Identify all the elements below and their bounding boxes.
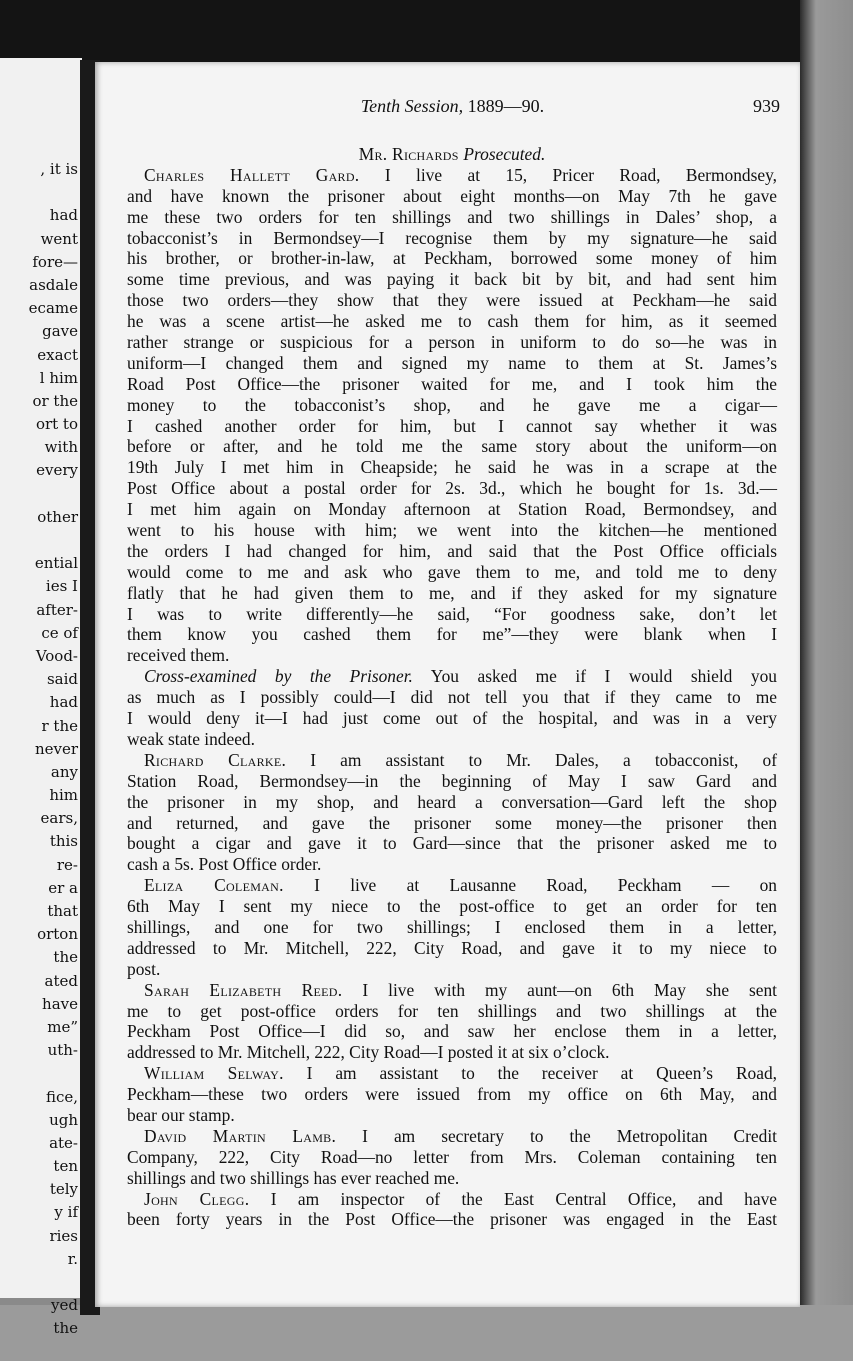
- line-text: shillings and two shillings has ever reached me.: [127, 1167, 460, 1188]
- text-line: [127, 1126, 777, 1147]
- left-page-fragment: r.: [67, 1249, 78, 1268]
- left-page-fragment: ated: [44, 971, 78, 990]
- cross-examination-heading: Cross-examined by the Prisoner.: [144, 666, 413, 687]
- line-text: addressed to Mr. Mitchell, 222, City Road, and gave it to my niece to: [127, 937, 777, 958]
- text-line: [127, 604, 777, 625]
- text-line: [127, 165, 777, 186]
- text-line: [127, 374, 777, 395]
- book-right-edge: [800, 0, 853, 1361]
- line-text: me to get post-office orders for ten shillings and two shillings at the: [127, 1000, 777, 1021]
- line-text: I am inspector of the East Central Office, and have: [249, 1188, 777, 1209]
- line-text: he was a scene artist—he asked me to cash them for him, as it seemed: [127, 311, 777, 332]
- text-line: [127, 186, 777, 207]
- left-page-fragment: r the: [41, 716, 78, 735]
- line-text: and have known the prisoner about eight months—on May 7th he gave: [127, 185, 777, 206]
- text-line: [127, 583, 777, 604]
- body-lines: [127, 165, 777, 1230]
- text-line: [127, 248, 777, 269]
- line-text: I am assistant to the receiver at Queen’s Road,: [283, 1063, 777, 1084]
- line-text: tobacconist’s in Bermondsey—I recognise them by my signature—he said: [127, 227, 777, 248]
- line-text: the prisoner in my shop, and heard a conversation—Gard left the shop: [127, 791, 777, 812]
- text-line: [127, 729, 777, 750]
- text-line: [127, 1001, 777, 1022]
- left-page-fragment: ies I: [45, 577, 78, 596]
- line-text: would come to me and ask who gave them to me, and told me to deny: [127, 561, 777, 582]
- left-page-fragment: [29, 181, 78, 204]
- text-line: [127, 1084, 777, 1105]
- line-text: Peckham—these two orders were issued from my office on 6th May, and: [127, 1084, 777, 1105]
- line-text: I cashed another order for him, but I cannot say whether it was: [127, 415, 777, 436]
- left-page-fragment: ten: [53, 1157, 78, 1176]
- text-line: [127, 541, 777, 562]
- text-line: [127, 1168, 777, 1189]
- left-page-fragment: ort to: [35, 415, 78, 434]
- text-line: [127, 478, 777, 499]
- line-text: I am assistant to Mr. Dales, a tobacconist, of: [286, 749, 777, 770]
- text-line: [127, 896, 777, 917]
- left-page-fragment: fice,: [45, 1087, 78, 1106]
- left-page-fragment: re-: [56, 855, 78, 874]
- left-page-fragment: orton: [37, 925, 78, 944]
- line-text: me these two orders for ten shillings and two shillings in Dales’ shop, a: [127, 206, 777, 227]
- left-page-fragment: went: [40, 229, 78, 248]
- witness-name: David Martin Lamb.: [144, 1125, 337, 1146]
- text-line: [127, 353, 777, 374]
- text-line: [127, 959, 777, 980]
- text-line: [127, 666, 777, 687]
- left-page-fragment: ce of: [41, 623, 78, 642]
- line-text: them know you cashed them for me”—they were blank when I: [127, 624, 777, 645]
- text-line: [127, 332, 777, 353]
- left-page-fragment: er a: [48, 878, 78, 897]
- left-page-fragment: this: [49, 832, 78, 851]
- text-line: [127, 1021, 777, 1042]
- line-text: post.: [127, 958, 161, 979]
- left-page-fragment: exact: [37, 345, 78, 364]
- line-text: Company, 222, City Road—no letter from Mrs. Coleman containing ten: [127, 1146, 777, 1167]
- left-page-fragment: other: [37, 507, 78, 526]
- left-page-fragment: me”: [47, 1017, 78, 1036]
- section-heading: [127, 144, 777, 165]
- line-text: 19th July I met him in Cheapside; he said he was in a scrape at the: [127, 457, 777, 478]
- line-text: his brother, or brother-in-law, at Peckham, borrowed some money of him: [127, 248, 777, 269]
- page-number: 939: [753, 96, 780, 116]
- text-line: [127, 311, 777, 332]
- text-line: [127, 687, 777, 708]
- text-line: [127, 269, 777, 290]
- scanner-top-edge: [0, 0, 853, 70]
- line-text: cash a 5s. Post Office order.: [127, 854, 322, 875]
- left-page-fragment: ries: [49, 1226, 78, 1245]
- line-text: those two orders—they show that they were issued at Peckham—he said: [127, 290, 777, 311]
- text-block: [127, 144, 777, 1230]
- text-line: [127, 875, 777, 896]
- section-heading-prefix: Mr. Richards: [358, 144, 464, 164]
- left-page-fragment: with: [44, 438, 78, 457]
- text-line: [127, 771, 777, 792]
- running-title: [125, 96, 780, 117]
- line-text: and returned, and gave the prisoner some money—the prisoner then: [127, 812, 777, 833]
- line-text: weak state indeed.: [127, 728, 255, 749]
- text-line: [127, 520, 777, 541]
- text-line: [127, 1042, 777, 1063]
- text-line: [127, 1189, 777, 1210]
- left-page-fragment: any: [50, 762, 78, 781]
- left-page-fragment: asdale: [29, 275, 78, 294]
- line-text: 6th May I sent my niece to the post-office to get an order for ten: [127, 896, 777, 917]
- line-text: flatly that he had given them to me, and if they asked for my signature: [127, 582, 777, 603]
- line-text: I live at 15, Pricer Road, Bermondsey,: [359, 164, 777, 185]
- line-text: bear our stamp.: [127, 1104, 235, 1125]
- line-text: uniform—I changed them and signed my name to them at St. James’s: [127, 352, 777, 373]
- left-page-fragment: , it is: [40, 160, 78, 178]
- text-line: [127, 1147, 777, 1168]
- left-page-fragment: the: [53, 1319, 78, 1338]
- line-text: before or after, and he told me the same story about the uniform—on: [127, 436, 777, 457]
- line-text: I was to write differently—he said, “For goodness sake, don’t let: [127, 603, 777, 624]
- left-page-fragment: tely: [49, 1180, 78, 1199]
- left-page-fragment: fore—: [32, 252, 78, 271]
- witness-name: John Clegg.: [144, 1188, 250, 1209]
- line-text: bought a cigar and gave it to Gard—since that the prisoner asked me to: [127, 833, 777, 854]
- text-line: [127, 708, 777, 729]
- session-years: 1889—90.: [463, 96, 545, 116]
- text-line: [127, 938, 777, 959]
- line-text: been forty years in the Post Office—the prisoner was engaged in the East: [127, 1209, 777, 1230]
- text-line: [127, 1063, 777, 1084]
- session-title: Tenth Session,: [360, 96, 464, 116]
- left-page-fragment: ears,: [40, 809, 78, 828]
- text-line: [127, 436, 777, 457]
- left-page-fragment: him: [49, 786, 78, 805]
- left-page-fragment: had: [49, 693, 78, 712]
- text-line: [127, 1105, 777, 1126]
- line-text: I met him again on Monday afternoon at Station Road, Bermondsey, and: [127, 499, 777, 520]
- left-page-fragment: [29, 529, 78, 552]
- left-page-fragment: [29, 1062, 78, 1085]
- line-text: received them.: [127, 645, 230, 666]
- text-line: [127, 750, 777, 771]
- line-text: I live at Lausanne Road, Peckham — on: [283, 875, 777, 896]
- line-text: as much as I possibly could—I did not tell you that if they came to me: [127, 687, 777, 708]
- text-line: [127, 833, 777, 854]
- scanner-bottom-edge: [0, 1305, 853, 1361]
- text-line: [127, 457, 777, 478]
- text-line: [127, 499, 777, 520]
- left-page-fragment: uth-: [47, 1041, 78, 1060]
- text-line: [127, 1209, 777, 1230]
- left-page-fragment: said: [46, 670, 78, 689]
- left-page-text-fragments: [29, 158, 78, 1341]
- text-line: [127, 792, 777, 813]
- line-text: rather strange or suspicious for a person in uniform to do so—he was in: [127, 332, 777, 353]
- text-line: [127, 562, 777, 583]
- witness-name: Richard Clarke.: [144, 749, 287, 770]
- left-page-fragment: that: [47, 902, 78, 920]
- text-line: [127, 395, 777, 416]
- witness-name: Charles Hallett Gard.: [144, 164, 360, 185]
- left-page-fragment: after-: [36, 600, 78, 619]
- line-text: I live with my aunt—on 6th May she sent: [342, 979, 777, 1000]
- left-page-fragment: ecame: [28, 299, 78, 318]
- left-page-fragment: [29, 483, 78, 506]
- line-text: went to his house with him; we went into the kitchen—he mentioned: [127, 520, 777, 541]
- line-text: shillings, and one for two shillings; I enclosed them in a letter,: [127, 916, 777, 937]
- left-facing-page: [0, 58, 82, 1338]
- line-text: I am secretary to the Metropolitan Credit: [336, 1125, 777, 1146]
- left-page-fragment: l him: [39, 368, 78, 387]
- text-line: [127, 813, 777, 834]
- text-line: [127, 645, 777, 666]
- text-line: [127, 228, 777, 249]
- line-text: money to the tobacconist’s shop, and he gave me a cigar—: [127, 394, 777, 415]
- line-text: Road Post Office—the prisoner waited for me, and I took him the: [127, 373, 777, 394]
- text-line: [127, 290, 777, 311]
- left-page-fragment: ugh: [49, 1110, 78, 1129]
- running-head: [125, 96, 780, 120]
- line-text: Peckham Post Office—I did so, and saw her enclose them in a letter,: [127, 1021, 777, 1042]
- text-line: [127, 416, 777, 437]
- line-text: Station Road, Bermondsey—in the beginning of May I saw Gard and: [127, 770, 777, 791]
- left-page-fragment: every: [36, 461, 78, 480]
- witness-name: Eliza Coleman.: [144, 875, 284, 896]
- text-line: [127, 917, 777, 938]
- left-page-fragment: have: [42, 994, 78, 1013]
- section-heading-italic: Prosecuted.: [463, 144, 546, 164]
- text-line: [127, 624, 777, 645]
- left-page-fragment: ate-: [49, 1133, 78, 1152]
- left-page-fragment: or the: [32, 391, 78, 410]
- left-page-fragment: the: [53, 948, 78, 967]
- line-text: addressed to Mr. Mitchell, 222, City Road—I posted it at six o’clock.: [127, 1042, 610, 1063]
- left-page-fragment: never: [34, 739, 78, 758]
- left-page-fragment: Vood-: [35, 646, 78, 665]
- witness-name: Sarah Elizabeth Reed.: [144, 979, 343, 1000]
- line-text: I would deny it—I had just come out of the hospital, and was in a very: [127, 708, 777, 729]
- line-text: some time previous, and was paying it back bit by bit, and had sent him: [127, 269, 777, 290]
- witness-name: William Selway.: [144, 1063, 284, 1084]
- left-page-fragment: [29, 1271, 78, 1294]
- line-text: You asked me if I would shield you: [412, 666, 777, 687]
- left-page-fragment: yed: [51, 1296, 78, 1315]
- main-page: [95, 62, 800, 1307]
- left-page-fragment: y if: [54, 1203, 78, 1222]
- text-line: [127, 980, 777, 1001]
- left-page-fragment: had: [49, 206, 78, 225]
- left-page-fragment: ential: [34, 554, 78, 573]
- text-line: [127, 207, 777, 228]
- text-line: [127, 854, 777, 875]
- line-text: Post Office about a postal order for 2s. 3d., which he bought for 1s. 3d.—: [127, 478, 777, 499]
- line-text: the orders I had changed for him, and said that the Post Office officials: [127, 540, 777, 561]
- left-page-fragment: gave: [42, 322, 78, 341]
